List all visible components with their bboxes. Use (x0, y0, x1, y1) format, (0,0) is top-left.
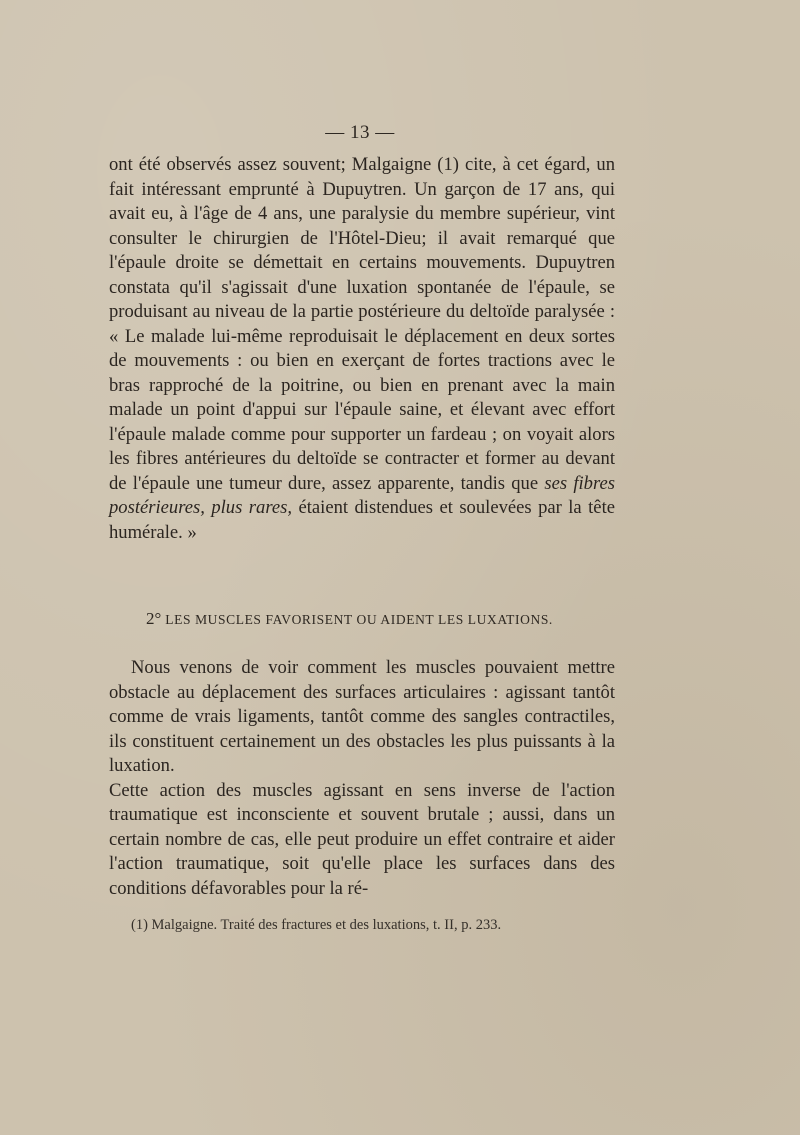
paragraph-1-text (109, 153, 615, 545)
paragraph-2 (109, 656, 615, 901)
section-title: LES MUSCLES FAVORISENT OU AIDENT LES LUXATIONS. (165, 612, 553, 627)
page-number: — 13 — (325, 122, 395, 143)
paragraph-1-text-a: ont été observés assez souvent; Malgaigne (1) cite, à cet égard, un fait intéressant emprunté à Dupuytren. Un garçon de 17 ans, qui avait eu, à l'âge de 4 ans, une paralysie du membre supérieur, vint consulter le chirurgien de l'Hôtel-Dieu; il avait remarqué que l'épaule droite se démettait en certains mouvements. Dupuytren constata qu'il s'agissait d'une luxation spontanée de l'épaule, se produisant au niveau de la partie postérieure du deltoïde paralysée : « Le malade lui-même reproduisait le déplacement en deux sortes de mouvements : ou bien en exerçant de fortes tractions avec le bras rapproché de la poitrine, ou bien en prenant avec la main malade un point d'appui sur l'épaule saine, et élevant avec effort l'épaule malade comme pour supporter un fardeau ; on voyait alors les fibres antérieures du deltoïde se contracter et former au devant de l'épaule une tumeur dure, assez apparente, tandis que (109, 154, 615, 494)
paragraph-2-sentence-1: Nous venons de voir comment les muscles pouvaient mettre obstacle au déplacement des surfaces articulaires : agissant tantôt comme de vrais ligaments, tantôt comme des sangles contractiles, ils constituent certainement un des obstacles les plus puissants à la luxation. (109, 657, 615, 776)
footnote: (1) Malgaigne. Traité des fractures et des luxations, t. II, p. 233. (131, 917, 502, 933)
paragraph-1 (109, 153, 615, 545)
paragraph-1-text-b: étaient distendues et soulevées par la tête humérale. » (109, 497, 615, 543)
section-number: 2° (146, 609, 162, 628)
paragraph-1-italic: ses fibres postérieures, plus rares, (109, 472, 615, 518)
paragraph-2-sentence-2: Cette action des muscles agissant en sens inverse de l'action traumatique est inconsciente et souvent brutale ; aussi, dans un certain nombre de cas, elle peut produire un effet contraire et aider l'action traumatique, soit qu'elle place les surfaces dans des conditions défavorables pour la ré- (109, 779, 615, 899)
section-heading (146, 609, 553, 629)
